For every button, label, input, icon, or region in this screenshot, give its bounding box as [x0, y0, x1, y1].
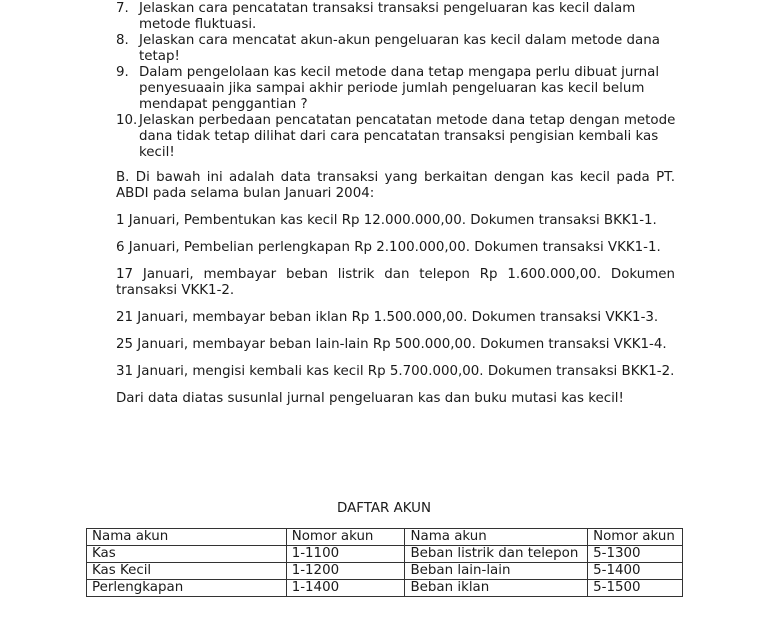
table-row — [87, 546, 683, 563]
question-number: 8. — [116, 33, 129, 48]
question-text: Jelaskan perbedaan pencatatan pencatatan metode dana tetap dengan metode dana tidak tetap dilihat dari cara pencatatan transaksi pengisian kembali kas kecil! — [139, 113, 676, 160]
transaction-paragraph: 31 Januari, mengisi kembali kas kecil Rp 5.700.000,00. Dokumen transaksi BKK1-2. — [116, 364, 675, 379]
question-list — [116, 1, 676, 161]
table-header-cell: Nama akun — [405, 529, 588, 546]
table-cell: Beban lain-lain — [405, 563, 588, 580]
list-item — [116, 33, 676, 65]
table-cell: 5-1400 — [588, 563, 683, 580]
question-text: Jelaskan cara pencatatan transaksi transaksi pengeluaran kas kecil dalam metode fluktuasi. — [139, 1, 636, 32]
table-cell: 5-1300 — [588, 546, 683, 563]
account-table — [86, 528, 683, 597]
question-number: 9. — [116, 65, 129, 80]
transaction-paragraph: 17 Januari, membayar beban listrik dan telepon Rp 1.600.000,00. Dokumen transaksi VKK1-2. — [116, 267, 675, 298]
table-cell: 5-1500 — [588, 580, 683, 597]
transaction-paragraph: 6 Januari, Pembelian perlengkapan Rp 2.100.000,00. Dokumen transaksi VKK1-1. — [116, 240, 661, 255]
table-row — [87, 563, 683, 580]
table-header-cell: Nama akun — [87, 529, 287, 546]
table-cell: Kas — [87, 546, 287, 563]
table-row — [87, 580, 683, 597]
closing-instruction: Dari data diatas susunlal jurnal pengeluaran kas dan buku mutasi kas kecil! — [116, 391, 624, 406]
table-cell: Perlengkapan — [87, 580, 287, 597]
transaction-paragraph: 21 Januari, membayar beban iklan Rp 1.500.000,00. Dokumen transaksi VKK1-3. — [116, 310, 659, 325]
section-b-intro: B. Di bawah ini adalah data transaksi yang berkaitan dengan kas kecil pada PT. ABDI pada selama bulan Januari 2004: — [116, 170, 675, 201]
table-cell: 1-1200 — [286, 563, 405, 580]
list-item — [116, 1, 676, 33]
table-header-row — [87, 529, 683, 546]
section-b — [116, 170, 675, 418]
table-cell: 1-1100 — [286, 546, 405, 563]
table-cell: 1-1400 — [286, 580, 405, 597]
table-cell: Beban listrik dan telepon — [405, 546, 588, 563]
table-header-cell: Nomor akun — [588, 529, 683, 546]
question-text: Dalam pengelolaan kas kecil metode dana tetap mengapa perlu dibuat jurnal penyesuaain jika sampai akhir periode jumlah pengeluaran kas kecil belum mendapat penggantian ? — [139, 65, 660, 112]
list-item — [116, 113, 676, 161]
table-header-cell: Nomor akun — [286, 529, 405, 546]
daftar-akun-title: DAFTAR AKUN — [337, 501, 431, 516]
table-cell: Kas Kecil — [87, 563, 287, 580]
transaction-paragraph: 25 Januari, membayar beban lain-lain Rp 500.000,00. Dokumen transaksi VKK1-4. — [116, 337, 667, 352]
table-cell: Beban iklan — [405, 580, 588, 597]
list-item — [116, 65, 676, 113]
question-number: 10. — [116, 113, 138, 128]
question-number: 7. — [116, 1, 129, 16]
transaction-paragraph: 1 Januari, Pembentukan kas kecil Rp 12.000.000,00. Dokumen transaksi BKK1-1. — [116, 213, 657, 228]
question-text: Jelaskan cara mencatat akun-akun pengeluaran kas kecil dalam metode dana tetap! — [139, 33, 660, 64]
